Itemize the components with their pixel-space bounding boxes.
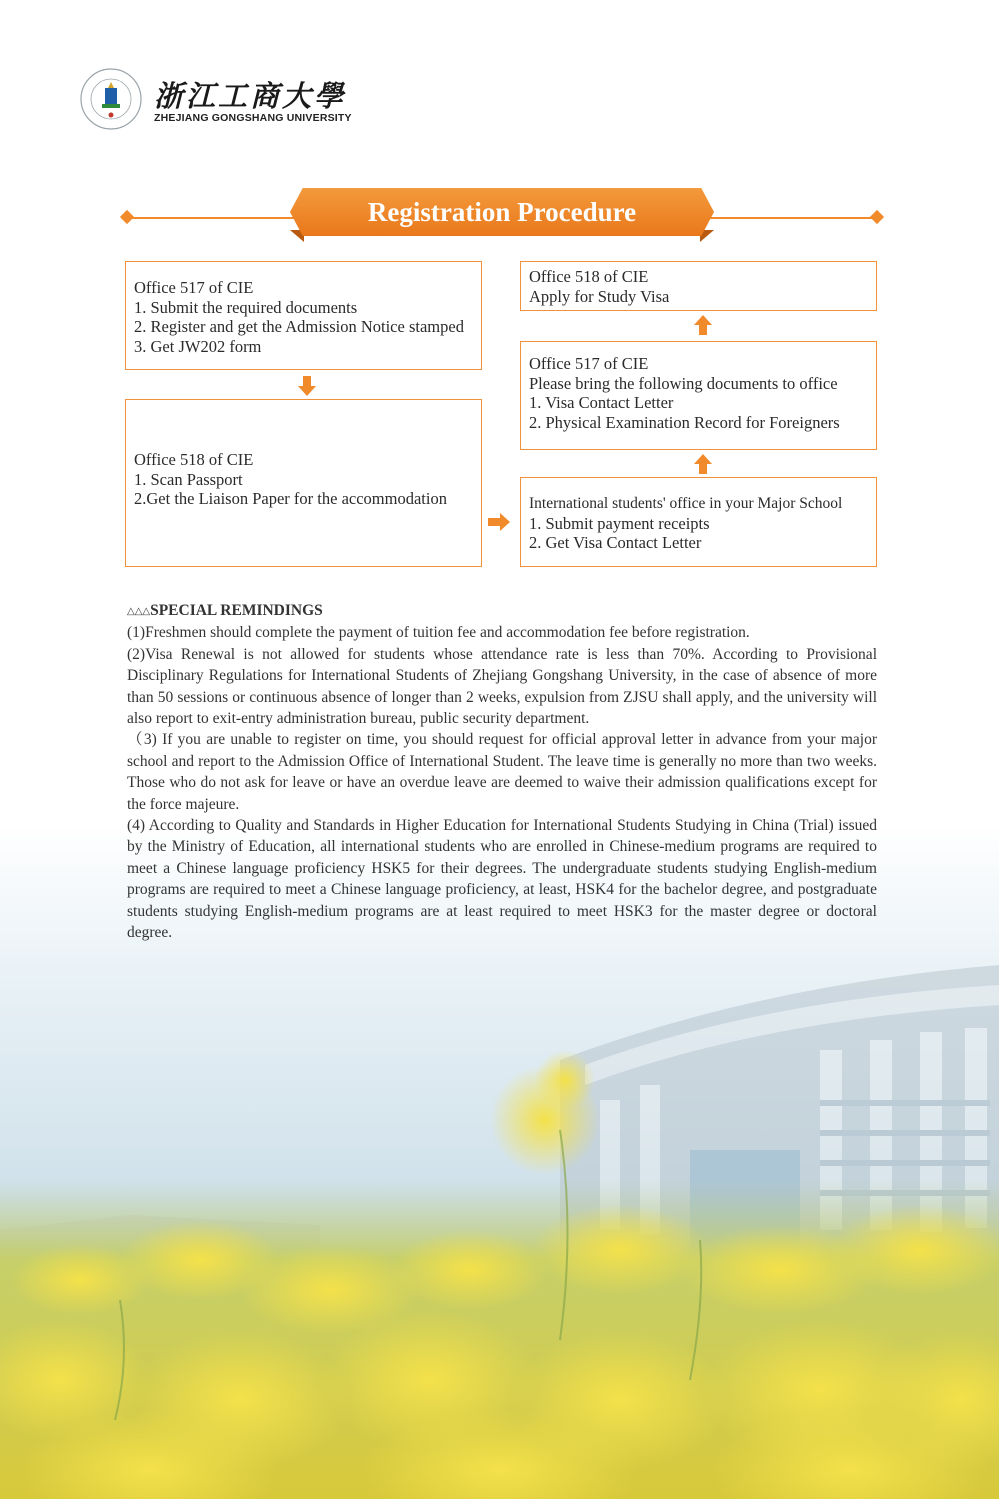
university-logo	[80, 68, 370, 130]
step-line: 1. Visa Contact Letter	[529, 393, 674, 413]
arrow-down-icon	[298, 376, 316, 396]
step-line: 1. Scan Passport	[134, 469, 243, 489]
title-banner	[118, 186, 886, 250]
step-line: 2. Register and get the Admission Notice stamped	[134, 317, 464, 337]
university-name-english: ZHEJIANG GONGSHANG UNIVERSITY	[154, 112, 352, 124]
university-name-chinese: 浙江工商大學	[154, 79, 347, 113]
step-line: 2. Get Visa Contact Letter	[529, 533, 702, 553]
step-line: 1. Submit the required documents	[134, 297, 358, 317]
step-office: International students' office in your Major School	[529, 495, 843, 512]
step-line: 3. Get JW202 form	[134, 336, 262, 356]
university-seal-icon	[80, 68, 142, 130]
step-box-office-518-visa	[520, 261, 877, 311]
arrow-right-icon	[488, 513, 510, 531]
diamond-right-icon	[870, 210, 884, 224]
diamond-left-icon	[120, 210, 134, 224]
page-title: Registration Procedure	[367, 197, 637, 227]
step-office: Office 517 of CIE	[529, 354, 649, 373]
triangle-marks-icon: △△△	[127, 606, 151, 617]
reminders-heading-text: SPECIAL REMINDINGS	[150, 602, 323, 619]
step-office: Office 517 of CIE	[134, 278, 254, 297]
step-box-major-school	[520, 477, 877, 567]
reminders-heading	[127, 600, 877, 622]
step-line: 2. Physical Examination Record for Foreigners	[529, 412, 840, 432]
step-line: 2.Get the Liaison Paper for the accommodation	[134, 489, 447, 509]
step-box-office-517-documents	[520, 341, 877, 450]
step-box-office-517-submit	[125, 261, 482, 370]
arrow-up-icon	[694, 454, 712, 474]
step-line: 1. Submit payment receipts	[529, 513, 710, 533]
reminder-item: （3) If you are unable to register on time, you should request for official approval letter in advance from your major school and report to the Admission Office of International Student. The leave time is generally no more than two weeks. Those who do not ask for leave or have an overdue leave are deemed to waive their admission qualifications except for the force majeure.	[127, 731, 877, 813]
reminder-item: (2)Visa Renewal is not allowed for students whose attendance rate is less than 70%. According to Provisional Disciplinary Regulations for International Students of Zhejiang Gongshang University, in the case of absence of more than 50 sessions or continuous absence of longer than 2 weeks, expulsion from ZJSU shall apply, and the university will also report to exit-entry administration bureau, public security department.	[127, 645, 877, 728]
step-line: Please bring the following documents to office	[529, 373, 838, 393]
arrow-up-icon	[694, 315, 712, 335]
reminder-item: (4) According to Quality and Standards in Higher Education for International Students Studying in China (Trial) issued by the Ministry of Education, all international students who are enrolled in Chinese-medium programs are required to meet a Chinese language proficiency HSK5 for their degrees. The undergraduate students studying English-medium programs are required to meet a Chinese language proficiency, at least, HSK4 for the bachelor degree, and postgraduate students studying English-medium programs are at least required to meet HSK3 for the master degree or doctoral degree.	[127, 817, 877, 942]
reminder-item: (1)Freshmen should complete the payment of tuition fee and accommodation fee before registration.	[127, 624, 750, 642]
step-box-office-518-passport	[125, 399, 482, 567]
step-line: Apply for Study Visa	[529, 286, 670, 306]
step-office: Office 518 of CIE	[529, 267, 649, 286]
special-reminders-section	[127, 600, 877, 944]
step-office: Office 518 of CIE	[134, 450, 254, 469]
